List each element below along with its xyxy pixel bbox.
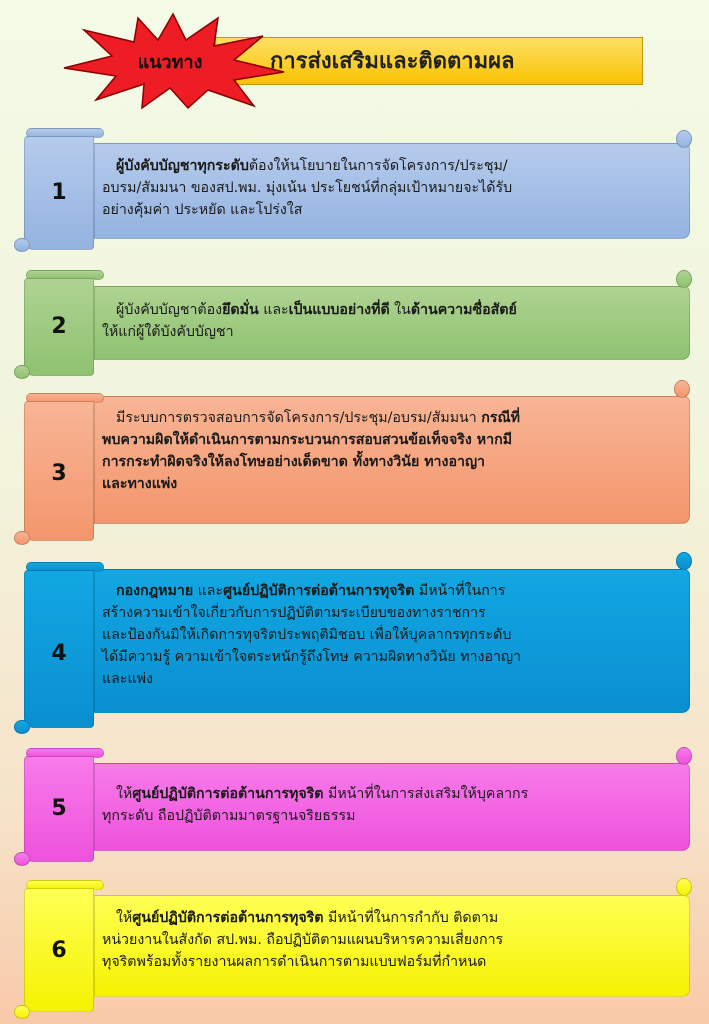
text-segment: และป้องกันมิให้เกิดการทุจริตประพฤติมิชอบ เพื่อให้บุคลากรทุกระดับ [102, 627, 512, 643]
text-line [102, 321, 680, 343]
text-line [102, 473, 680, 495]
item-4-tab-curl [14, 720, 30, 734]
header [0, 0, 709, 115]
text-segment: ใน [389, 302, 411, 318]
item-1-number: 1 [51, 180, 67, 205]
item-4-text [102, 580, 680, 690]
text-segment: มีหน้าที่ในการกำกับ ติดตาม [323, 910, 499, 926]
item-2-number: 2 [51, 314, 67, 339]
item-3-tab-curl [14, 531, 30, 545]
item-6-text [102, 907, 680, 973]
text-line [102, 929, 680, 951]
text-line [102, 907, 680, 929]
text-segment: และ [193, 583, 224, 599]
text-line [102, 155, 680, 177]
item-3-number: 3 [51, 461, 67, 486]
bold-phrase: ศูนย์ปฏิบัติการต่อต้านการทุจริต [132, 786, 324, 802]
text-segment: อย่างคุ้มค่า ประหยัด และโปร่งใส [102, 202, 303, 218]
text-segment: ได้มีความรู้ ความเข้าใจตระหนักรู้ถึงโทษ ความผิดทางวินัย ทางอาญา [102, 649, 522, 665]
text-segment: ทุกระดับ ถือปฏิบัติตามมาตรฐานจริยธรรม [102, 808, 356, 824]
bold-phrase: และทางแพ่ง [102, 476, 178, 492]
text-line [102, 602, 680, 624]
bold-phrase: ผู้บังคับบัญชาทุกระดับ [116, 158, 249, 174]
text-segment: และ [258, 302, 289, 318]
bold-phrase: ศูนย์ปฏิบัติการต่อต้านการทุจริต [223, 583, 415, 599]
text-segment: มีระบบการตรวจสอบการจัดโครงการ/ประชุม/อบรม/สัมมนา [116, 410, 482, 426]
text-line [102, 199, 680, 221]
text-line [102, 951, 680, 973]
text-line [102, 429, 680, 451]
item-5-box-curl [676, 747, 692, 765]
item-2-box-curl [676, 270, 692, 288]
text-segment: มีหน้าที่ในการส่งเสริมให้บุคลากร [323, 786, 529, 802]
item-2-tab-curl [14, 365, 30, 379]
bold-phrase: ด้านความซื่อสัตย์ [410, 302, 517, 318]
text-line [102, 783, 680, 805]
text-segment: ต้องให้นโยบายในการจัดโครงการ/ประชุม/ [248, 158, 508, 174]
item-4-number: 4 [51, 641, 67, 666]
text-segment: อบรม/สัมมนา ของสป.พม. มุ่งเน้น ประโยชน์ที่กลุ่มเป้าหมายจะได้รับ [102, 180, 513, 196]
text-segment: มีหน้าที่ในการ [414, 583, 506, 599]
text-segment: ผู้บังคับบัญชาต้อง [116, 302, 223, 318]
item-5-text [102, 783, 680, 827]
bold-phrase: ยึดมั่น [222, 302, 259, 318]
text-segment: สร้างความเข้าใจเกี่ยวกับการปฏิบัติตามระเบียบของทางราชการ [102, 605, 486, 621]
text-line [102, 580, 680, 602]
star-label: แนวทาง [137, 52, 203, 73]
item-1-box-curl [676, 130, 692, 148]
page-title: การส่งเสริมและติดตามผล [270, 49, 515, 74]
item-5-tab-curl [14, 852, 30, 866]
item-6-number: 6 [51, 938, 67, 963]
item-2-text [102, 299, 680, 343]
bold-phrase: การกระทำผิดจริงให้ลงโทษอย่างเด็ดขาด ทั้งทางวินัย ทางอาญา [102, 454, 485, 470]
item-1-text [102, 155, 680, 221]
bold-phrase: พบความผิดให้ดำเนินการตามกระบวนการสอบสวนข้อเท็จจริง หากมี [102, 432, 513, 448]
bold-phrase: กรณีที่ [481, 410, 520, 426]
text-segment: หน่วยงานในสังกัด สป.พม. ถือปฏิบัติตามแผนบริหารความเสี่ยงการ [102, 932, 504, 948]
item-6-tab-curl [14, 1005, 30, 1019]
bold-phrase: กองกฎหมาย [116, 583, 194, 599]
text-line [102, 451, 680, 473]
text-segment: ให้แก่ผู้ใต้บังคับบัญชา [102, 324, 234, 340]
item-3-text [102, 407, 680, 495]
bold-phrase: ศูนย์ปฏิบัติการต่อต้านการทุจริต [132, 910, 324, 926]
text-segment: และแพ่ง [102, 671, 153, 687]
item-6-box-curl [676, 878, 692, 896]
text-line [102, 805, 680, 827]
item-5-number: 5 [51, 796, 67, 821]
bold-phrase: เป็นแบบอย่างที่ดี [288, 302, 390, 318]
text-line [102, 299, 680, 321]
text-line [102, 668, 680, 690]
item-3-box-curl [674, 380, 690, 398]
item-1-tab-curl [14, 238, 30, 252]
text-segment: ให้ [116, 910, 133, 926]
text-line [102, 646, 680, 668]
text-segment: ทุจริตพร้อมทั้งรายงานผลการดำเนินการตามแบบฟอร์มที่กำหนด [102, 954, 487, 970]
item-4-box-curl [676, 552, 692, 570]
text-line [102, 624, 680, 646]
text-segment: ให้ [116, 786, 133, 802]
text-line [102, 177, 680, 199]
text-line [102, 407, 680, 429]
